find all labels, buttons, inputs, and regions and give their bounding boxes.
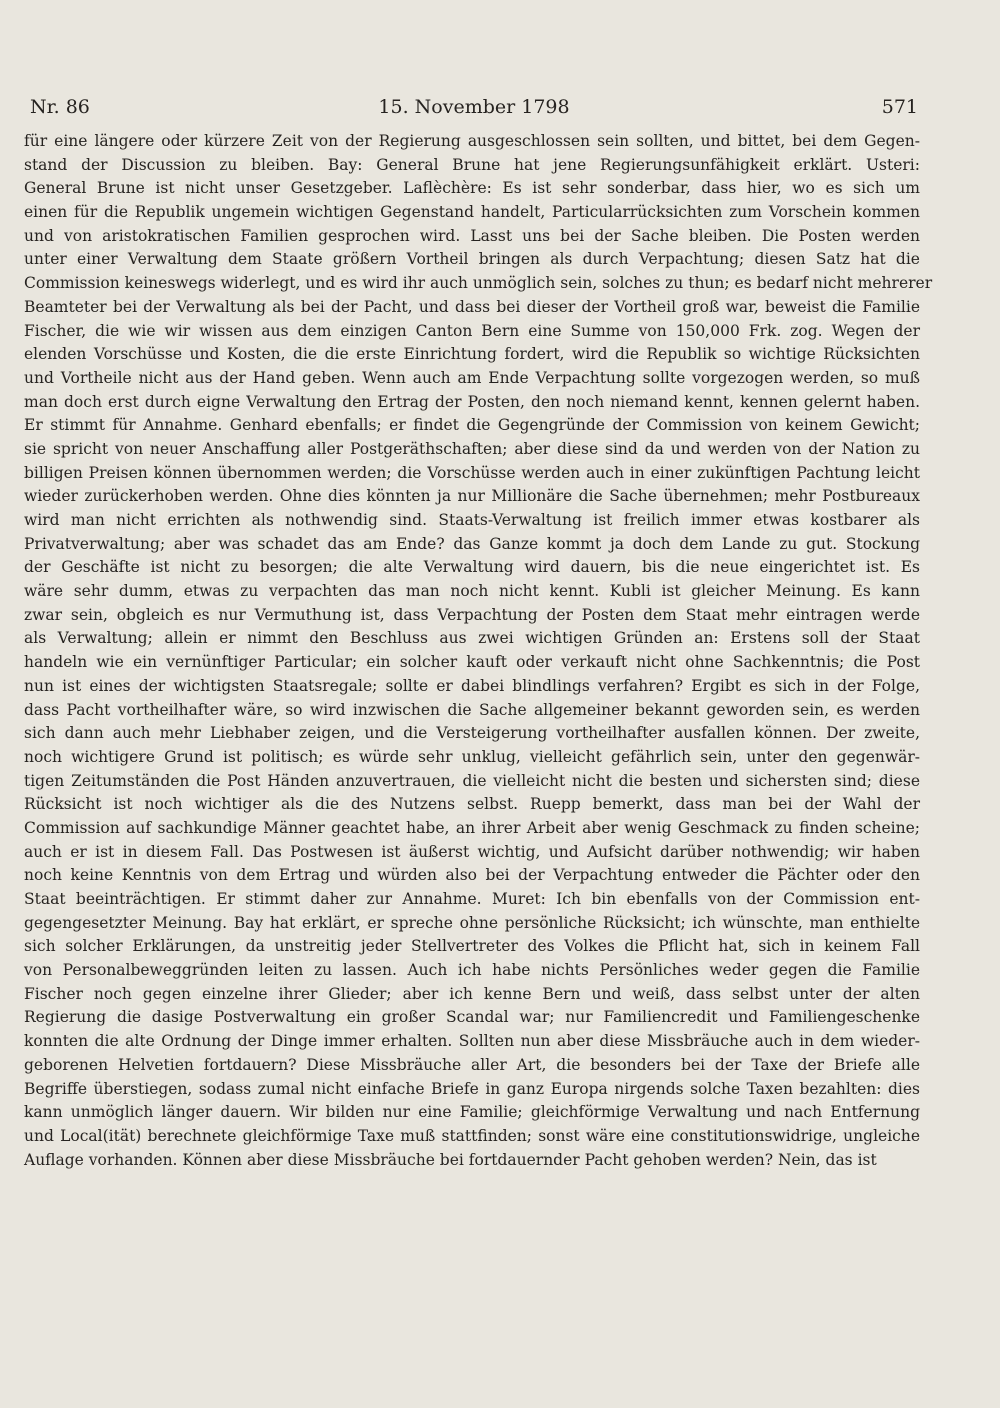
text-line: sich dann auch mehr Liebhaber zeigen, und die Versteigerung vortheilhafter ausfallen können. Der zweite,: [24, 724, 920, 743]
text-line: zwar sein, obgleich es nur Vermuthung ist, dass Verpachtung der Posten dem Staat mehr eintragen werde: [24, 605, 920, 624]
text-line: Staat beeinträchtigen. Er stimmt daher zur Annahme. Muret: Ich bin ebenfalls von der Commission ent-: [24, 890, 920, 908]
page-header: [30, 96, 918, 126]
text-line: auch er ist in diesem Fall. Das Postwesen ist äußerst wichtig, und Aufsicht darüber nothwendig; wir haben: [24, 842, 920, 861]
text-line: als Verwaltung; allein er nimmt den Beschluss aus zwei wichtigen Gründen an: Erstens soll der Staat: [24, 629, 920, 648]
text-line: und von aristokratischen Familien gesprochen wird. Lasst uns bei der Sache bleiben. Die Posten werden: [24, 226, 920, 245]
text-line: Begriffe überstiegen, sodass zumal nicht einfache Briefe in ganz Europa nirgends solche Taxen bezahlten: dies: [24, 1079, 920, 1098]
body-text: [24, 130, 933, 1172]
text-line: Commission auf sachkundige Männer geachtet habe, an ihrer Arbeit aber wenig Geschmack zu finden scheine;: [24, 818, 920, 837]
text-line: dass Pacht vortheilhafter wäre, so wird inzwischen die Sache allgemeiner bekannt geworden sein, es werden: [24, 700, 920, 719]
text-line: Fischer noch gegen einzelne ihrer Glieder; aber ich kenne Bern und weiß, dass selbst unter der alten: [24, 984, 920, 1003]
text-line: man doch erst durch eigne Verwaltung den Ertrag der Posten, den noch niemand kennt, kennen gelernt haben.: [24, 392, 920, 411]
text-line: und Vortheile nicht aus der Hand geben. Wenn auch am Ende Verpachtung sollte vorgezogen werden, so muß: [24, 368, 920, 387]
text-line: noch keine Kenntnis von dem Ertrag und würden also bei der Verpachtung entweder die Pächter oder den: [24, 866, 920, 885]
text-line: handeln wie ein vernünftiger Particular; ein solcher kauft oder verkauft nicht ohne Sachkenntnis; die Post: [24, 653, 920, 672]
text-line: Regierung die dasige Postverwaltung ein großer Scandal war; nur Familiencredit und Familiengeschenke: [24, 1008, 920, 1027]
text-line: der Geschäfte ist nicht zu besorgen; die alte Verwaltung wird dauern, bis die neue eingerichtet ist. Es: [24, 558, 920, 577]
text-line: unter einer Verwaltung dem Staate größern Vortheil bringen als durch Verpachtung; diesen Satz hat die: [24, 250, 920, 269]
text-line: geborenen Helvetien fortdauern? Diese Missbräuche aller Art, die besonders bei der Taxe der Briefe alle: [24, 1055, 920, 1074]
text-line: wieder zurückerhoben werden. Ohne dies könnten ja nur Millionäre die Sache übernehmen; mehr Postbureaux: [24, 487, 920, 506]
text-line: für eine längere oder kürzere Zeit von der Regierung ausgeschlossen sein sollten, und bittet, bei dem Gegen-: [24, 132, 920, 150]
text-line: Er stimmt für Annahme. Genhard ebenfalls; er findet die Gegengründe der Commission von keinem Gewicht;: [24, 416, 920, 435]
text-line: und Local(ität) berechnete gleichförmige Taxe muß stattfinden; sonst wäre eine constitutionswidrige, ungleiche: [24, 1126, 920, 1145]
text-line: konnten die alte Ordnung der Dinge immer erhalten. Sollten nun aber diese Missbräuche auch in dem wieder-: [24, 1032, 920, 1051]
text-line: tigen Zeitumständen die Post Händen anzuvertrauen, die vielleicht nicht die besten und sichersten sind; diese: [24, 771, 920, 790]
text-line: von Personalbeweggründen leiten zu lassen. Auch ich habe nichts Persönliches weder gegen die Familie: [24, 961, 920, 980]
text-line: noch wichtigere Grund ist politisch; es würde sehr unklug, vielleicht gefährlich sein, unter den gegenwär-: [24, 747, 920, 766]
text-line: Privatverwaltung; aber was schadet das am Ende? das Ganze kommt ja doch dem Lande zu gut. Stockung: [24, 534, 920, 553]
text-line: Fischer, die wie wir wissen aus dem einzigen Canton Bern eine Summe von 150,000 Frk. zog. Wegen der: [24, 321, 920, 340]
text-line: sie spricht von neuer Anschaffung aller Postgeräthschaften; aber diese sind da und werden von der Nation zu: [24, 439, 920, 458]
text-line: Rücksicht ist noch wichtiger als die des Nutzens selbst. Ruepp bemerkt, dass man bei der Wahl der: [24, 795, 920, 814]
document-number: Nr. 86: [30, 96, 90, 118]
text-line: sich solcher Erklärungen, da unstreitig jeder Stellvertreter des Volkes die Pflicht hat, sich in keinem Fall: [24, 937, 920, 956]
text-line: Beamteter bei der Verwaltung als bei der Pacht, und dass bei dieser der Vortheil groß war, beweist die Familie: [24, 297, 920, 316]
text-line: kann unmöglich länger dauern. Wir bilden nur eine Familie; gleichförmige Verwaltung und nach Entfernung: [24, 1103, 920, 1122]
page-number: 571: [881, 96, 918, 118]
text-line: elenden Vorschüsse und Kosten, die die erste Einrichtung fordert, wird die Republik so wichtige Rücksichten: [24, 345, 920, 364]
text-line: stand der Discussion zu bleiben. Bay: General Brune hat jene Regierungsunfähigkeit erklärt. Usteri:: [24, 155, 920, 174]
text-line: Commission keineswegs widerlegt, und es wird ihr auch unmöglich sein, solches zu thun; es bedarf nicht mehrerer: [24, 274, 933, 293]
text-line: wäre sehr dumm, etwas zu verpachten das man noch nicht kennt. Kubli ist gleicher Meinung. Es kann: [24, 582, 920, 601]
text-line: nun ist eines der wichtigsten Staatsregale; sollte er dabei blindlings verfahren? Ergibt es sich in der Folge,: [24, 676, 920, 695]
text-line: General Brune ist nicht unser Gesetzgeber. Laflèchère: Es ist sehr sonderbar, dass hier, wo es sich um: [24, 179, 920, 198]
document-date: 15. November 1798: [378, 96, 570, 118]
text-line: gegengesetzter Meinung. Bay hat erklärt, er spreche ohne persönliche Rücksicht; ich wünschte, man enthielte: [24, 913, 920, 932]
text-line: Auflage vorhanden. Können aber diese Missbräuche bei fortdauernder Pacht gehoben werden? Nein, das ist: [24, 1150, 877, 1169]
text-line: wird man nicht errichten als nothwendig sind. Staats-Verwaltung ist freilich immer etwas kostbarer als: [24, 511, 920, 529]
text-line: einen für die Republik ungemein wichtigen Gegenstand handelt, Particularrücksichten zum Vorschein kommen: [24, 203, 920, 222]
text-line: billigen Preisen können übernommen werden; die Vorschüsse werden auch in einer zukünftigen Pachtung leicht: [24, 463, 920, 482]
